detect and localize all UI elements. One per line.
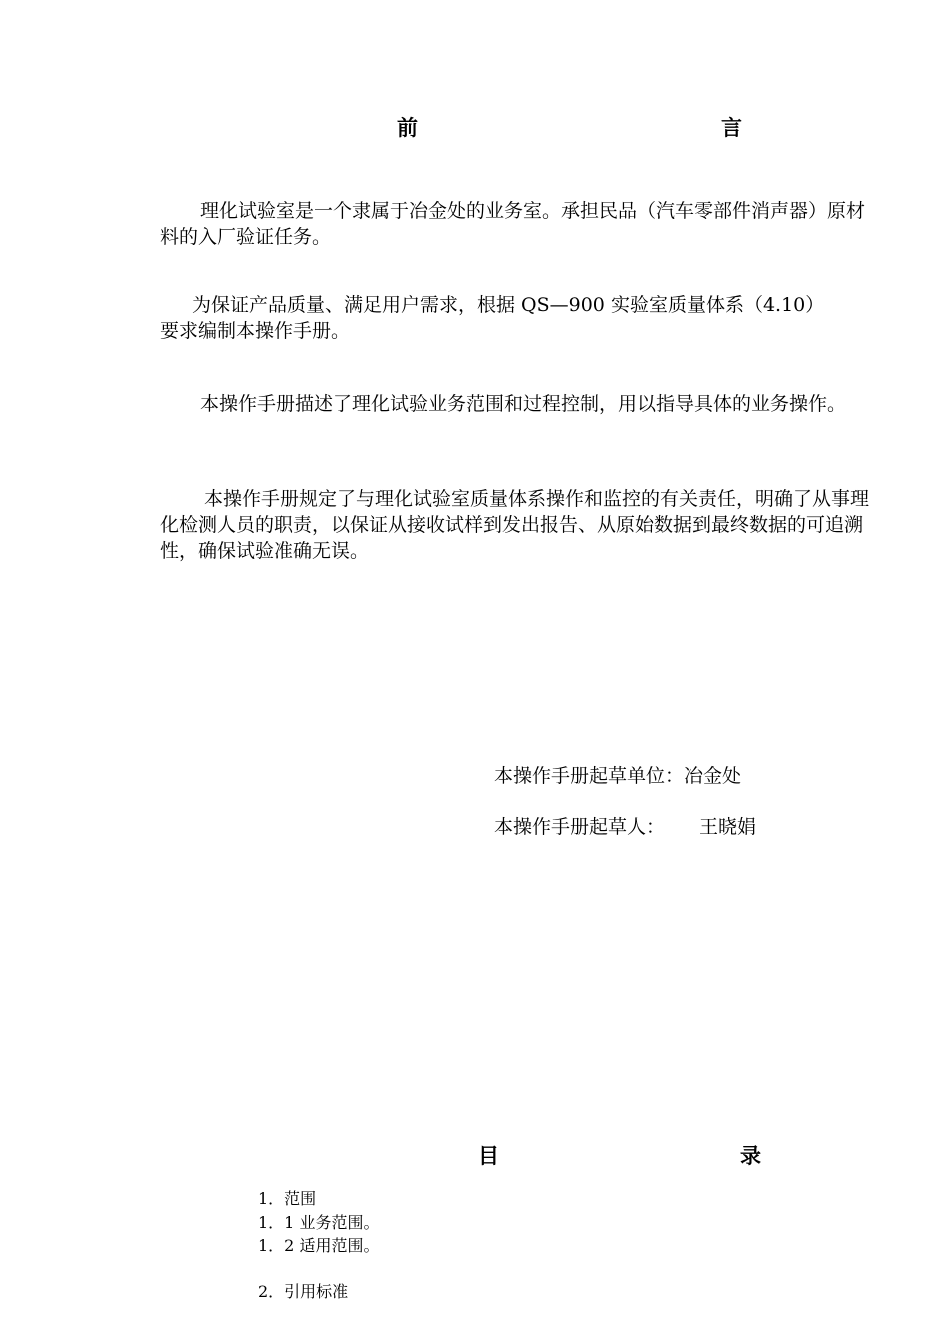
toc-item-2[interactable]: 2．引用标准 bbox=[258, 1282, 349, 1301]
drafting-unit-line bbox=[494, 761, 741, 788]
preface-paragraph-2 bbox=[160, 292, 840, 344]
preface-paragraph-4 bbox=[160, 486, 876, 564]
preface-title-left: 前 bbox=[397, 116, 418, 140]
preface-paragraph-1-text: 理化试验室是一个隶属于冶金处的业务室。承担民品（汽车零部件消声器）原材料的入厂验证任务。 bbox=[160, 200, 866, 248]
toc-title-left: 目 bbox=[478, 1144, 499, 1168]
preface-title-right: 言 bbox=[721, 116, 742, 140]
drafting-unit-value: 冶金处 bbox=[684, 765, 742, 787]
preface-paragraph-2-text: 为保证产品质量、满足用户需求，根据 QS—900 实验室质量体系（4.10）要求编制本操作手册。 bbox=[160, 294, 825, 342]
preface-paragraph-3 bbox=[160, 391, 876, 417]
toc-item-1[interactable]: 1．范围 bbox=[258, 1189, 317, 1208]
drafter-label: 本操作手册起草人： bbox=[494, 816, 666, 838]
drafting-unit-label: 本操作手册起草单位： bbox=[494, 765, 685, 787]
drafter-value: 王晓娟 bbox=[699, 816, 757, 838]
preface-paragraph-4-text: 本操作手册规定了与理化试验室质量体系操作和监控的有关责任，明确了从事理化检测人员的职责，以保证从接收试样到发出报告、从原始数据到最终数据的可追溯性，确保试验准确无误。 bbox=[160, 488, 870, 562]
preface-paragraph-3-text: 本操作手册描述了理化试验业务范围和过程控制，用以指导具体的业务操作。 bbox=[200, 393, 847, 415]
toc-title-right: 录 bbox=[740, 1144, 761, 1168]
drafter-line bbox=[494, 812, 756, 839]
preface-paragraph-1 bbox=[160, 198, 876, 250]
toc-item-1-1[interactable]: 1．1 业务范围。 bbox=[258, 1213, 380, 1232]
toc-item-1-2[interactable]: 1．2 适用范围。 bbox=[258, 1236, 380, 1255]
